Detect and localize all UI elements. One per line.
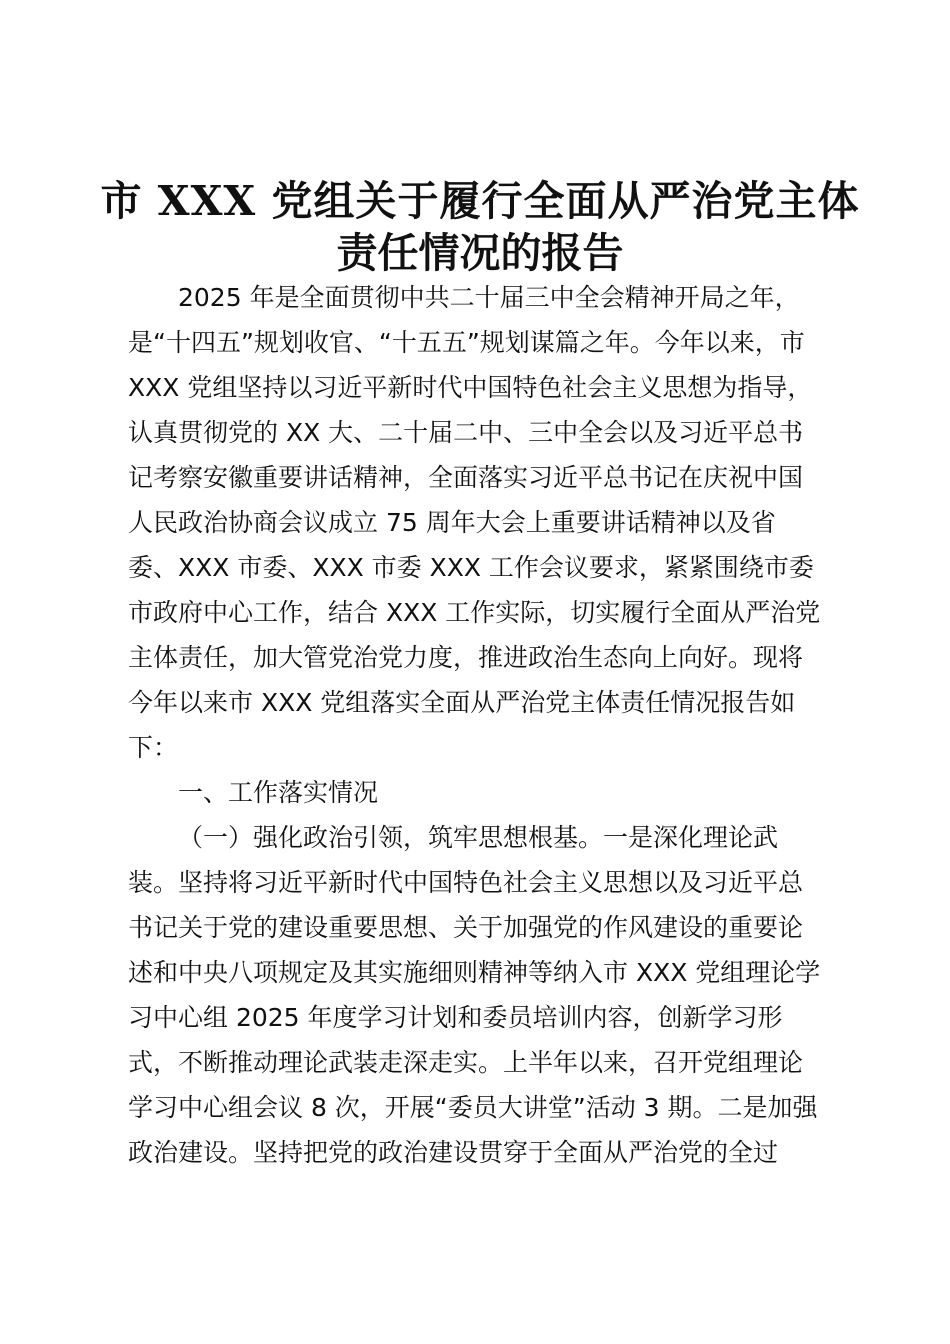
paragraph-line: 政治建设。坚持把党的政治建设贯穿于全面从严治党的全过: [128, 1138, 779, 1167]
document-title-line-1: 市 XXX 党组关于履行全面从严治党主体: [100, 177, 860, 225]
paragraph-line: 述和中央八项规定及其实施细则精神等纳入市 XXX 党组理论学: [128, 958, 821, 987]
paragraph-line: 记考察安徽重要讲话精神，全面落实习近平总书记在庆祝中国: [128, 463, 804, 492]
paragraph-line: 学习中心组会议 8 次，开展“委员大讲堂”活动 3 期。二是加强: [128, 1093, 818, 1122]
paragraph-line: 2025 年是全面贯彻中共二十届三中全会精神开局之年，: [178, 283, 800, 312]
document-title-line-2: 责任情况的报告: [336, 229, 624, 277]
paragraph-line: 习中心组 2025 年度学习计划和委员培训内容，创新学习形: [128, 1003, 783, 1032]
paragraph-line: 装。坚持将习近平新时代中国特色社会主义思想以及习近平总: [128, 868, 804, 897]
paragraph-line: 式，不断推动理论武装走深走实。上半年以来，召开党组理论: [128, 1048, 804, 1077]
paragraph-line: 下：: [128, 733, 179, 762]
paragraph-line: 今年以来市 XXX 党组落实全面从严治党主体责任情况报告如: [128, 688, 796, 717]
paragraph-line: XXX 党组坚持以习近平新时代中国特色社会主义思想为指导，: [128, 373, 813, 402]
paragraph-line: 书记关于党的建设重要思想、关于加强党的作风建设的重要论: [128, 913, 804, 942]
section-heading: 一、工作落实情况: [178, 778, 379, 807]
paragraph-line: 市政府中心工作，结合 XXX 工作实际，切实履行全面从严治党: [128, 598, 821, 627]
paragraph-line: 是“十四五”规划收官、“十五五”规划谋篇之年。今年以来，市: [128, 328, 805, 357]
paragraph-line: 委、XXX 市委、XXX 市委 XXX 工作会议要求，紧紧围绕市委: [128, 553, 814, 582]
paragraph-line: 人民政治协商会议成立 75 周年大会上重要讲话精神以及省: [128, 508, 776, 537]
paragraph-line: 主体责任，加大管党治党力度，推进政治生态向上向好。现将: [128, 643, 804, 672]
paragraph-line: 认真贯彻党的 XX 大、二十届二中、三中全会以及习近平总书: [128, 418, 804, 447]
paragraph-line: （一）强化政治引领，筑牢思想根基。一是深化理论武: [178, 823, 779, 852]
